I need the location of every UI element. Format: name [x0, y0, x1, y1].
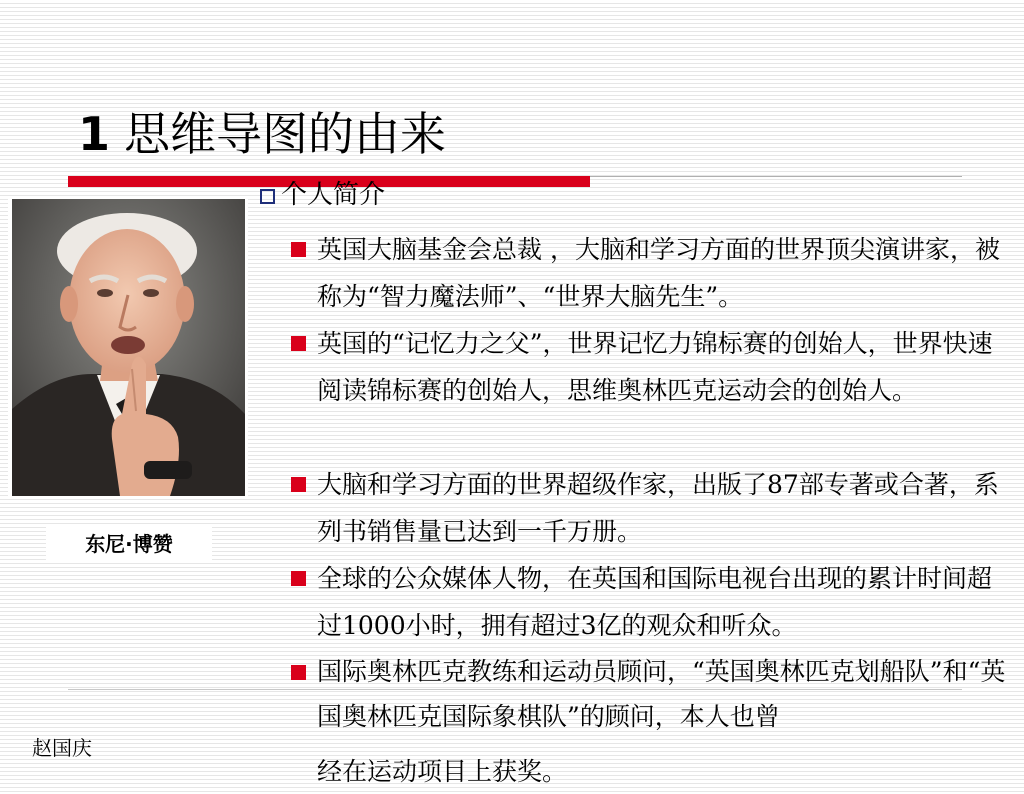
- bio-bullet-text-main: 国际奥林匹克教练和运动员顾问，“英国奥林匹克划船队”和“英国奥林匹克国际象棋队”的顾问，本人也曾: [317, 657, 1006, 731]
- portrait-photo: [12, 199, 245, 496]
- bio-bullet-text: 英国的“记忆力之父”，世界记忆力锦标赛的创始人，世界快速阅读锦标赛的创始人，思维奥林匹克运动会的创始人。: [317, 329, 993, 405]
- section-heading: [260, 176, 385, 214]
- bio-bullet-item: [288, 320, 1012, 461]
- bio-bullet-item: [288, 649, 1012, 794]
- slide-title: [78, 104, 446, 164]
- bio-bullet-text: 英国大脑基金会总裁 ，大脑和学习方面的世界顶尖演讲家，被称为“智力魔法师”、“世界大脑先生”。: [317, 235, 1000, 311]
- bio-bullet-text-last-line: 经在运动项目上获奖。: [317, 757, 568, 786]
- red-square-bullet-icon: [291, 571, 306, 586]
- portrait-caption: 东尼·博赞: [46, 524, 212, 560]
- bio-bullet-text: [317, 649, 1012, 794]
- bio-bullet-text: 大脑和学习方面的世界超级作家，出版了87部专著或合著，系列书销售量已达到一千万册。: [317, 470, 999, 546]
- red-square-bullet-icon: [291, 477, 306, 492]
- red-square-bullet-icon: [291, 665, 306, 680]
- red-square-bullet-icon: [291, 336, 306, 351]
- bio-bullet-item: [288, 461, 1012, 555]
- bio-bullet-text: 全球的公众媒体人物，在英国和国际电视台出现的累计时间超过1000小时，拥有超过3亿的观众和听众。: [317, 564, 993, 640]
- bio-bullet-item: [288, 555, 1012, 649]
- title-underline-gray: [590, 176, 962, 177]
- bio-bullet-list: [288, 226, 1012, 794]
- slide-title-text: 思维导图的由来: [124, 107, 447, 161]
- footer-author: 赵国庆: [32, 736, 92, 760]
- footer-divider: [68, 689, 962, 690]
- portrait-illustration: [12, 199, 245, 496]
- slide-title-number: 1: [78, 107, 111, 161]
- red-square-bullet-icon: [291, 242, 306, 257]
- section-heading-text: 个人简介: [281, 180, 386, 210]
- bio-bullet-item: [288, 226, 1012, 320]
- hollow-square-icon: [260, 189, 275, 204]
